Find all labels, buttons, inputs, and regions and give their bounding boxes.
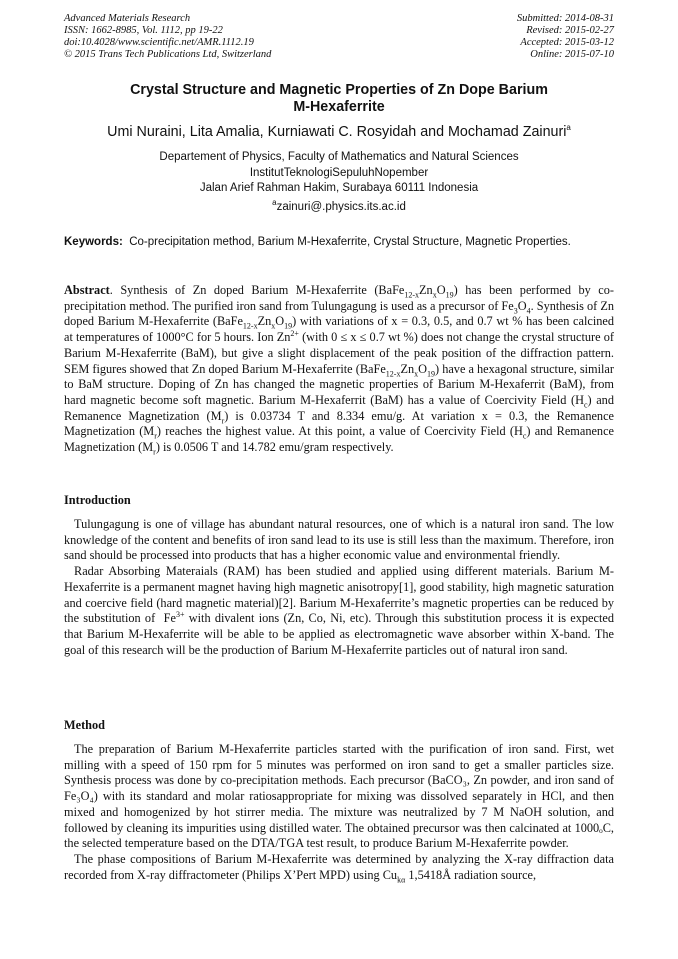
journal-name: Advanced Materials Research <box>64 13 191 24</box>
author-list: Umi Nuraini, Lita Amalia, Kurniawati C. Rosyidah and Mochamad Zainuri <box>107 124 567 140</box>
journal-issn: ISSN: 1662-8985, Vol. 1112, pp 19-22 <box>64 25 223 36</box>
journal-info <box>64 13 271 61</box>
paper-title <box>64 82 614 116</box>
journal-doi: doi:10.4028/www.scientific.net/AMR.1112.19 <box>64 37 254 48</box>
introduction-heading: Introduction <box>64 493 131 507</box>
method-heading: Method <box>64 718 105 732</box>
authors <box>64 124 614 141</box>
title-line-1: Crystal Structure and Magnetic Properties of Zn Dope Barium <box>130 82 548 98</box>
email-address: zainuri@.physics.its.ac.id <box>276 201 406 213</box>
method-paragraph-2: The phase compositions of Barium M-Hexaferrite was determined by analyzing the X-ray diffraction data recorded from X-ray diffractometer (Philips X’Pert MPD) using $Cu_{k\alpha}$ 1,5418Å radiation source, <box>64 851 614 885</box>
abstract-label: Abstract <box>64 283 110 297</box>
intro-paragraph-1: Tulungagung is one of village has abundant natural resources, one of which is a natural iron sand. The low knowledge of the content and benefits of iron sand lead to its use is still less than the maximum. Therefore, iron sand should be processed into products that has a higher economic value and environmental friendly. <box>64 517 614 563</box>
abstract: Abstract. Synthesis of Zn doped Barium M-Hexaferrite $(BaFe_{12-x}Zn_xO_{19})$ has been performed by co-precipitation method. The purified iron sand from Tulungagung is used as a precursor of $Fe_3O_4$. Synthesis of Zn doped Barium M-Hexaferrite $(BaFe_{12-x}Zn_xO_{19})$ with variations of x = 0.3, 0.5, and 0.7 wt % has been calcined at temperatures of 1000°C for 5 hours. Ion $Zn^{2+}$ (with 0 ≤ x ≤ 0.7 wt %) does not change the crystal structure of Barium M-Hexaferrite (BaM), but give a slight displacement of the peak position of the diffraction pattern. SEM figures showed that Zn doped Barium M-Hexaferrite $(BaFe_{12-x}Zn_xO_{19})$ have a hexagonal structure, similar to BaM structure. Doping of Zn has changed the magnetic properties of Barium M-Hexaferrit (BaM), from hard magnetic become soft magnetic. Barium M-Hexaferrit (BaM) has a value of Coercivity Field $(H_c)$ and Remanence Magnetization $(M_r)$ is 0.03734 T and 8.334 emu/g. At variation x = 0.3, the Remanence Magnetization $(M_r)$ reaches the highest value. At this point, a value of Coercivity Field $(H_c)$ and Remanence Magnetization $(M_r)$ is 0.0506 T and 14.782 emu/gram respectively. <box>64 283 615 457</box>
submission-dates <box>517 13 614 61</box>
email-superscript: a <box>272 198 277 208</box>
date-submitted: Submitted: 2014-08-31 <box>516 13 614 24</box>
contact-email <box>64 200 614 214</box>
affiliation <box>64 150 614 197</box>
author-superscript: a <box>566 123 571 133</box>
date-revised: Revised: 2015-02-27 <box>526 25 614 36</box>
date-accepted: Accepted: 2015-03-12 <box>520 37 614 48</box>
method-body <box>64 742 614 883</box>
journal-copyright: © 2015 Trans Tech Publications Ltd, Switzerland <box>64 49 272 60</box>
affiliation-line-3: Jalan Arief Rahman Hakim, Surabaya 60111 Indonesia <box>199 182 479 194</box>
introduction-body <box>64 517 614 658</box>
keywords-text: Co-precipitation method, Barium M-Hexaferrite, Crystal Structure, Magnetic Properties. <box>129 236 571 248</box>
affiliation-line-1: Departement of Physics, Faculty of Mathematics and Natural Sciences <box>159 151 519 163</box>
keywords-block <box>64 235 614 250</box>
keywords-label: Keywords: <box>64 236 123 248</box>
date-online: Online: 2015-07-10 <box>530 49 614 60</box>
affiliation-line-2: InstitutTeknologiSepuluhNopember <box>249 166 429 179</box>
title-line-2: M-Hexaferrite <box>293 99 385 115</box>
method-paragraph-1: The preparation of Barium M-Hexaferrite particles started with the purification of iron sand. First, wet milling with a speed of 150 rpm for 5 minutes was performed on iron sand to get a smaller particles size. Synthesis process was done by co-precipitation methods. Each precursor (BaCO₃, Zn powder, and iron sand of Fe₃O₄) with its standard and molar ratiosappropriate for mixing was dissolved separately in HCl, and then mixed and homogenized by hot stirrer media. The mixture was neutralized by 7 M NaOH solution, and followed by cleaning its impurities using distilled water. The obtained precursor was then calcinated at 1000ₒC, the selected temperature based on the DTA/TGA test result, to produce Barium M-Hexaferrite powder. <box>64 742 614 851</box>
intro-paragraph-2: Radar Absorbing Materaials (RAM) has been studied and applied using different materials. Barium M-Hexaferrite is a permanent magnet having high magnetic anisotropy[1], good stability, high magnetic saturation and coercive field (hard magnetic material)[2]. Barium M-Hexaferrite’s magnetic properties can be reduced by the substitution of $Fe^{3+}$ with divalent ions (Zn, Co, Ni, etc). Through this substitution process it is expected that Barium M-Hexaferrite will be able to be applied as electromagnetic wave absorber within X-band. The goal of this research will be the production of Barium M-Hexaferrite particles out of natural iron sand. <box>64 564 614 657</box>
